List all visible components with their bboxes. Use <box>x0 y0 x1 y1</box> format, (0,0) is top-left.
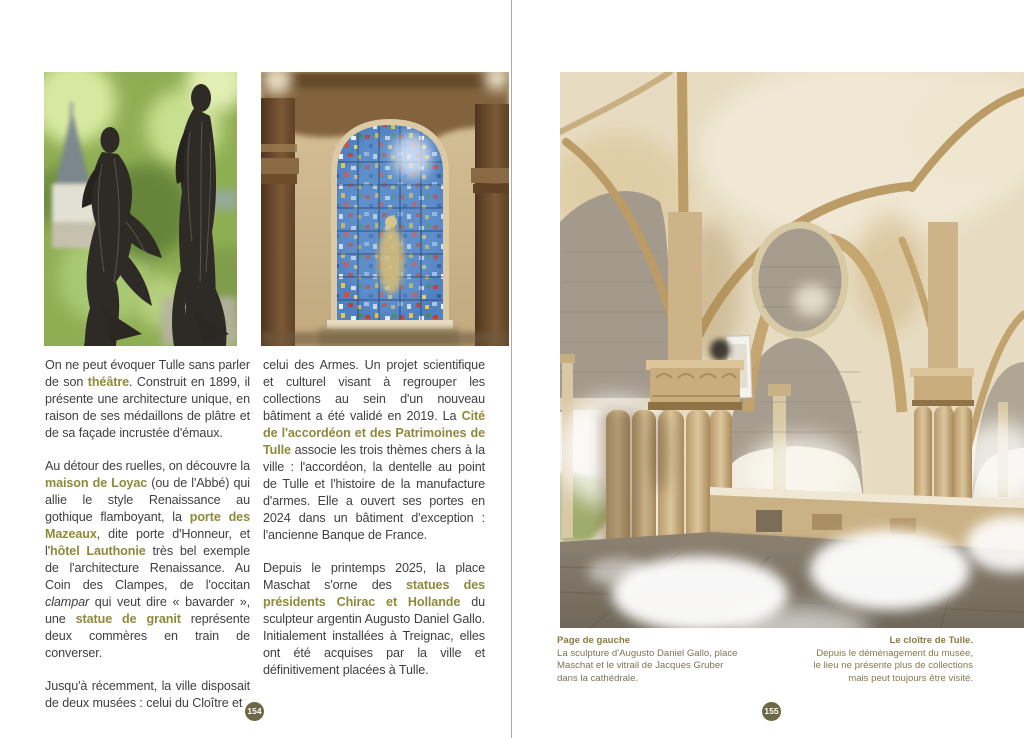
article-paragraph: On ne peut évoquer Tulle sans parler de son théâtre. Construit en 1899, il présente une architecture unique, en raison de ses médaillons de plâtre et de sa façade incrustée d'émaux. <box>45 358 250 440</box>
article <box>45 357 485 728</box>
glass-figure <box>378 226 404 294</box>
cloister-image <box>560 72 1024 628</box>
caption-right <box>733 635 973 685</box>
caption-line: mais peut toujours être visité. <box>848 672 973 684</box>
page-number-right: 155 <box>762 702 781 721</box>
caption-line: dans la cathédrale. <box>557 672 639 684</box>
caption-right-body <box>733 648 973 686</box>
stained-glass-image <box>261 72 509 346</box>
window-sill <box>327 320 453 329</box>
article-column-1 <box>45 357 250 728</box>
caption-left-title: Page de gauche <box>557 635 631 646</box>
article-paragraph: Jusqu'à récemment, la ville disposait de deux musées : celui du Cloître et <box>45 679 250 710</box>
page-number-left: 154 <box>245 702 264 721</box>
oculus-window <box>755 225 845 335</box>
left-pillar <box>261 98 299 346</box>
article-column-2 <box>263 357 485 728</box>
cloister-photo <box>560 72 1024 628</box>
right-pillar <box>471 104 509 346</box>
statues-photo-image <box>44 72 237 346</box>
stained-glass-panes <box>331 120 451 330</box>
stained-glass-photo <box>261 72 509 346</box>
caption-line: Depuis le déménagement du musée, <box>816 647 973 659</box>
article-paragraph: Depuis le printemps 2025, la place Maschat s'orne des statues des présidents Chirac et Hollande du sculpteur argentin Augusto Daniel Gallo. Initialement installées à Treignac, elles ont été acquises par la ville et définitivement placées à Tulle. <box>263 561 486 677</box>
article-paragraph: celui des Armes. Un projet scientifique et culturel visant à regrouper les collections au sein d'un nouveau bâtiment a été validé en 2019. La Cité de l'accordéon et des Patrimoines de Tulle associe les trois thèmes chers à la ville : l'accordéon, la dentelle au point de Tulle et l'histoire de la manufacture d'armes. Elle a ouvert ses portes en 2024 dans un bâtiment d'exception : l'ancienne Banque de France. <box>263 358 485 542</box>
small-statue <box>710 339 730 361</box>
page-divider <box>511 0 512 738</box>
article-paragraph: Au détour des ruelles, on découvre la maison de Loyac (ou de l'Abbé) qui allie le style Renaissance au gothique flamboyant, la porte des Mazeaux, dite porte d'Honneur, et l'hôtel Lauthonie très bel exemple de l'architecture Renaissance. Au Coin des Clampes, de l'occitan clampar qui veut dire « bavarder », une statue de granit représente deux commères en train de converser. <box>45 459 251 660</box>
caption-right-title: Le cloître de Tulle. <box>889 635 973 646</box>
caption-line: le lieu ne présente plus de collections <box>813 660 973 672</box>
caption-line: Maschat et le vitrail de Jacques Gruber <box>557 660 724 672</box>
statues-photo <box>44 72 237 346</box>
caption-line: La sculpture d'Augusto Daniel Gallo, place <box>557 647 738 659</box>
